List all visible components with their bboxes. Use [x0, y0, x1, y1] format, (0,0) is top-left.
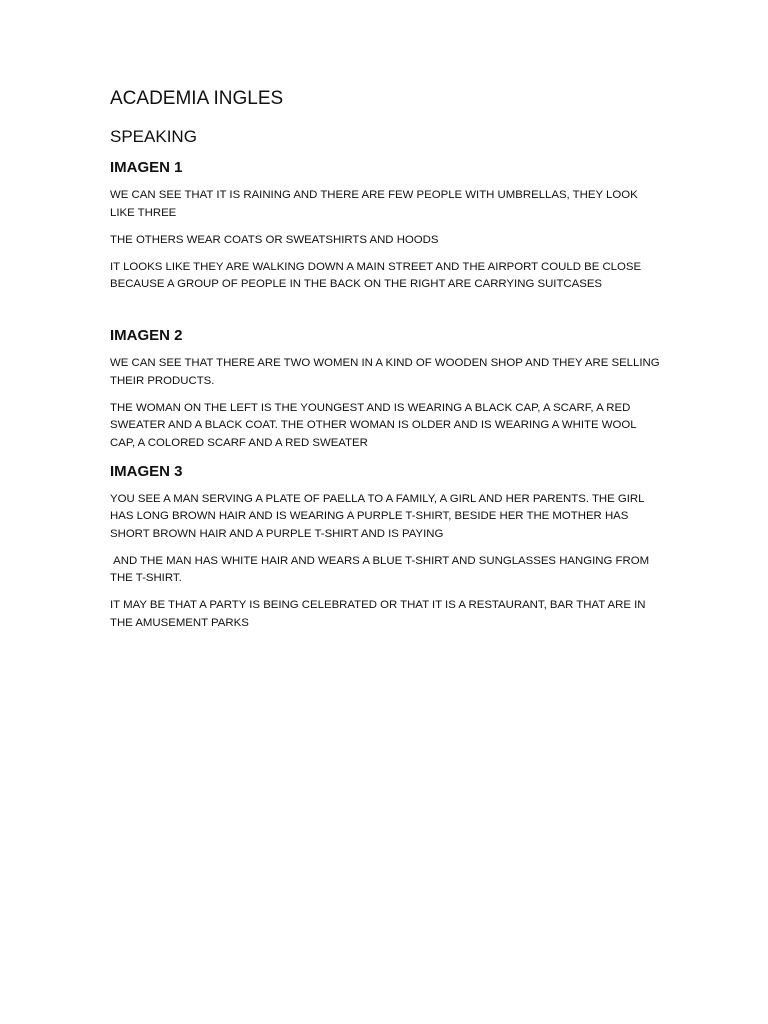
- document-page: [110, 86, 660, 642]
- section-imagen-2: [110, 326, 660, 452]
- paragraph: IT MAY BE THAT A PARTY IS BEING CELEBRATED OR THAT IT IS A RESTAURANT, BAR THAT ARE IN THE AMUSEMENT PARKS: [110, 599, 646, 629]
- document-subtitle: SPEAKING: [110, 127, 197, 146]
- paragraph: THE OTHERS WEAR COATS OR SWEATSHIRTS AND HOODS: [110, 233, 439, 246]
- paragraph: IT LOOKS LIKE THEY ARE WALKING DOWN A MAIN STREET AND THE AIRPORT COULD BE CLOSE BECAUSE A GROUP OF PEOPLE IN THE BACK ON THE RIGHT ARE CARRYING SUITCASES: [110, 260, 642, 290]
- section-imagen-3: [110, 462, 660, 633]
- blank-line: [110, 303, 660, 326]
- section-imagen-1: [110, 158, 660, 294]
- section-heading: IMAGEN 3: [110, 462, 183, 480]
- paragraph: THE WOMAN ON THE LEFT IS THE YOUNGEST AND IS WEARING A BLACK CAP, A SCARF, A RED SWEATER AND A BLACK COAT. THE OTHER WOMAN IS OLDER AND IS WEARING A WHITE WOOL CAP, A COLORED SCARF AND A RED SWEATER: [110, 401, 637, 449]
- paragraph: YOU SEE A MAN SERVING A PLATE OF PAELLA TO A FAMILY, A GIRL AND HER PARENTS. THE GIRL HAS LONG BROWN HAIR AND IS WEARING A PURPLE T-SHIRT, BESIDE HER THE MOTHER HAS SHORT BROWN HAIR AND A PURPLE T-SHIRT AND IS PAYING: [110, 492, 645, 540]
- section-heading: IMAGEN 1: [110, 159, 183, 176]
- paragraph: WE CAN SEE THAT IT IS RAINING AND THERE ARE FEW PEOPLE WITH UMBRELLAS, THEY LOOK LIKE THREE: [110, 189, 638, 219]
- section-heading: IMAGEN 2: [110, 327, 183, 344]
- paragraph: WE CAN SEE THAT THERE ARE TWO WOMEN IN A KIND OF WOODEN SHOP AND THEY ARE SELLING THEIR PRODUCTS.: [110, 357, 660, 387]
- paragraph: AND THE MAN HAS WHITE HAIR AND WEARS A BLUE T-SHIRT AND SUNGLASSES HANGING FROM THE T-SHIRT.: [110, 554, 653, 584]
- document-title: ACADEMIA INGLES: [110, 88, 284, 109]
